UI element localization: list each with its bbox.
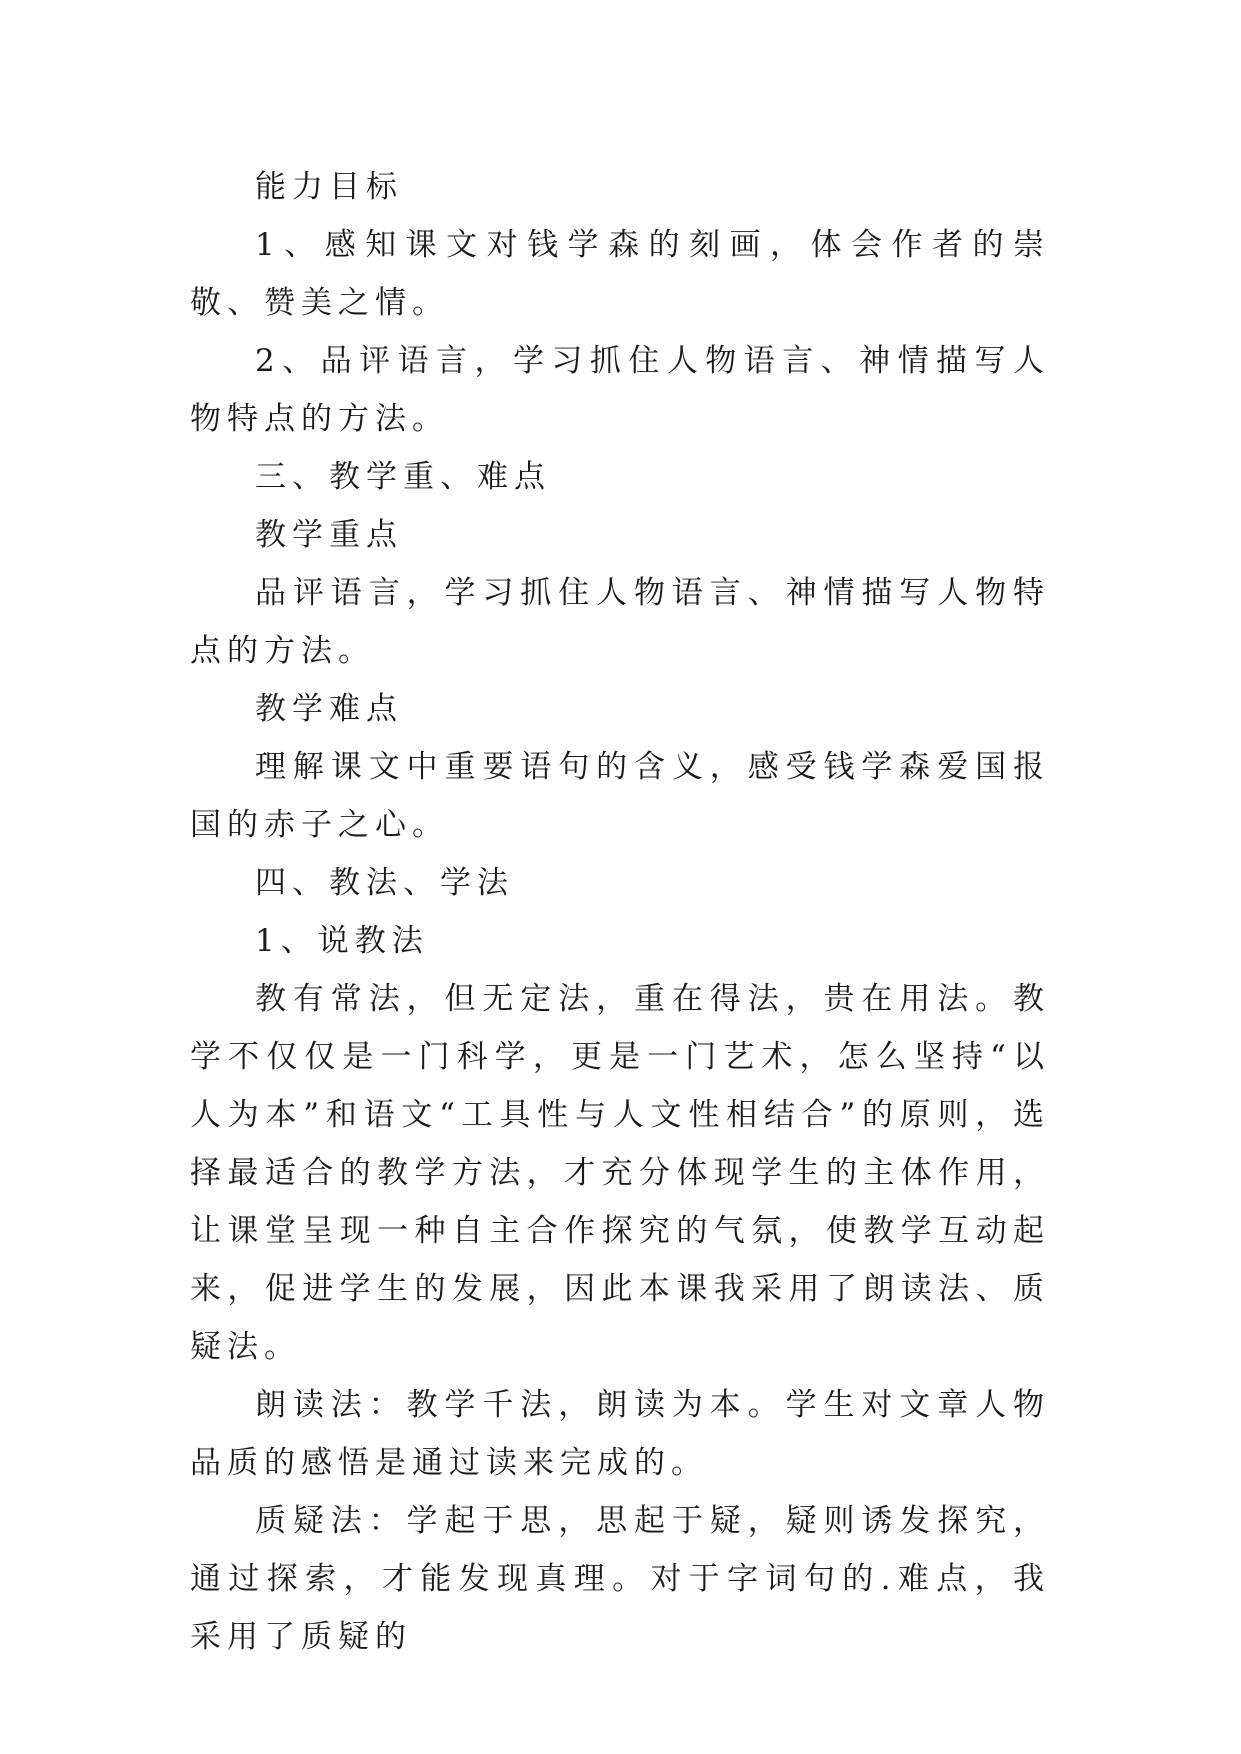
difficult-points-text: 理解课文中重要语句的含义，感受钱学森爱国报国的赤子之心。	[190, 749, 1050, 843]
subheading-difficult-points: 教学难点	[255, 691, 403, 727]
reading-method-text: 朗读法：教学千法，朗读为本。学生对文章人物品质的感悟是通过读来完成的。	[190, 1387, 1050, 1481]
section-heading-methods: 四、教法、学法	[255, 865, 514, 901]
subheading-ability-goals: 能力目标	[255, 169, 403, 205]
teaching-method-text: 教有常法，但无定法，重在得法，贵在用法。教学不仅仅是一门科学，更是一门艺术，怎么坚持“以人为本”和语文“工具性与人文性相结合”的原则，选择最适合的教学方法，才充分体现学生的主体作用，让课堂呈现一种自主合作探究的气氛，使教学互动起来，促进学生的发展，因此本课我采用了朗读法、质疑法。	[190, 981, 1050, 1365]
goal-item-2: 2、品评语言，学习抓住人物语言、神情描写人物特点的方法。	[190, 343, 1050, 437]
subheading-key-points: 教学重点	[255, 517, 403, 553]
section-heading-key-difficult-points: 三、教学重、难点	[255, 459, 551, 495]
questioning-method-text: 质疑法：学起于思，思起于疑，疑则诱发探究，通过探索，才能发现真理。对于字词句的.难点，我采用了质疑的	[190, 1503, 1050, 1655]
key-points-text: 品评语言，学习抓住人物语言、神情描写人物特点的方法。	[190, 575, 1050, 669]
subheading-teaching-method: 1、说教法	[255, 923, 429, 959]
goal-item-1: 1、感知课文对钱学森的刻画，体会作者的崇敬、赞美之情。	[190, 227, 1050, 321]
document-body	[190, 158, 1050, 1666]
